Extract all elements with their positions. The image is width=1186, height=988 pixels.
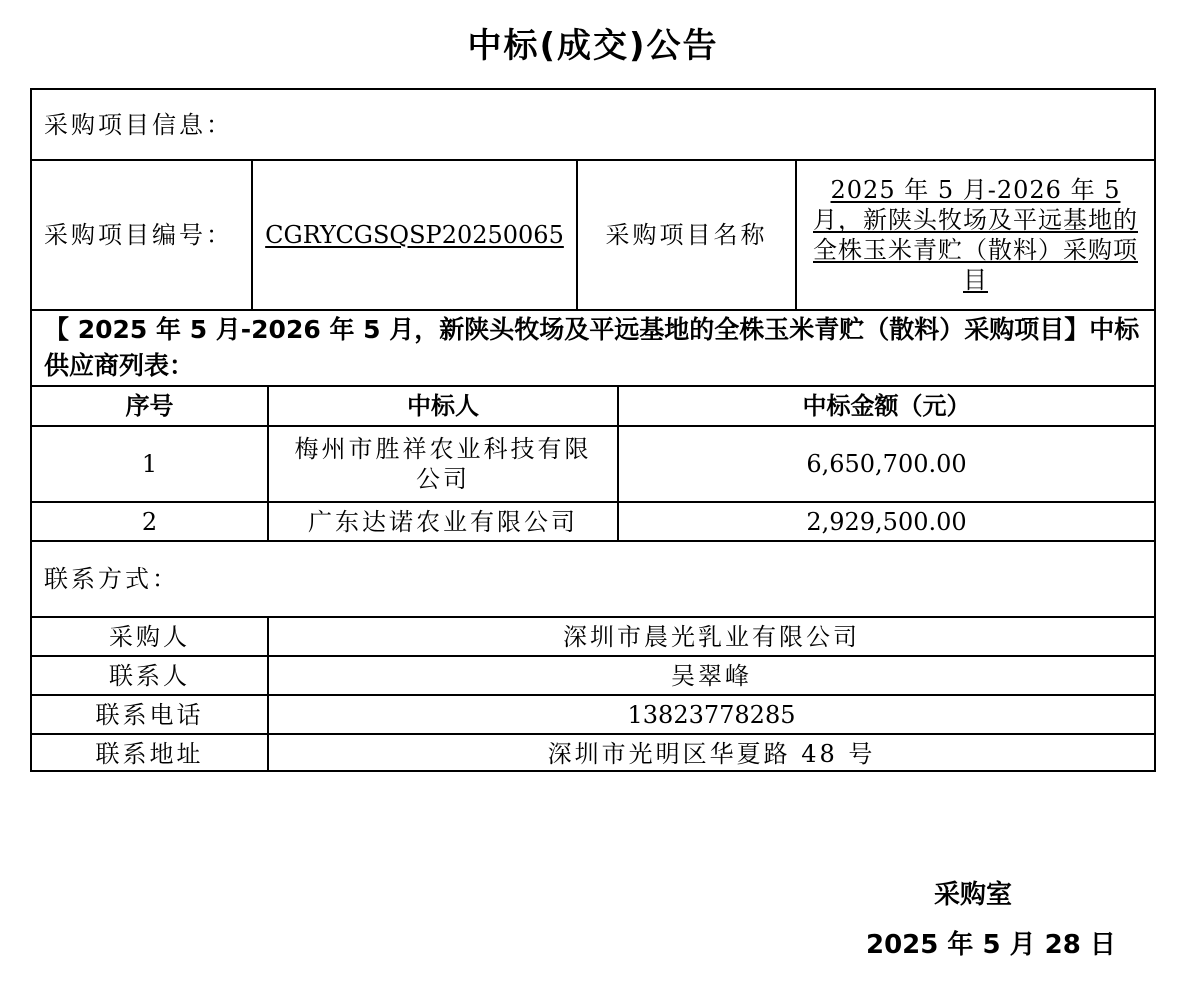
winner-row-2-amount: 2,929,500.00: [806, 507, 967, 536]
winner-row-1-amount: 6,650,700.00: [806, 450, 967, 478]
winner-row-1-name: 梅州市胜祥农业科技有限公司: [294, 435, 592, 493]
announcement-table: [30, 88, 1156, 772]
project-name-label: 采购项目名称: [605, 221, 768, 249]
footer-date: 2025 年 5 月 28 日: [866, 930, 1116, 960]
project-name-value: [797, 161, 1154, 309]
column-header-amount: 中标金额（元）: [802, 392, 971, 420]
column-header-winner: 中标人: [407, 392, 479, 420]
project-name-text: 2025 年 5 月-2026 年 5 月，新陕头牧场及平远基地的全株玉米青贮（散料）采购项目: [813, 176, 1138, 294]
footer-org: 采购室: [934, 880, 1013, 910]
contact-label: 联系方式：: [44, 565, 179, 593]
contact-person-value: 吴翠峰: [671, 661, 752, 690]
contact-address-value: 深圳市光明区华夏路 48 号: [547, 739, 876, 768]
project-info-label: 采购项目信息：: [44, 110, 233, 139]
page-title: 中标(成交)公告: [467, 26, 719, 66]
winner-row-1-no: 1: [141, 450, 158, 478]
winner-row-2-no: 2: [141, 507, 158, 536]
contact-buyer-label: 采购人: [109, 622, 190, 651]
contact-phone-value: 13823778285: [627, 700, 796, 729]
project-number-value: [253, 161, 576, 309]
column-header-no: 序号: [125, 392, 174, 420]
contact-address-label: 联系地址: [95, 739, 204, 768]
contact-phone-label: 联系电话: [95, 700, 204, 729]
project-number-text: CGRYCGSQSP20250065: [265, 221, 564, 249]
contact-person-label: 联系人: [109, 661, 190, 690]
winners-heading: 【 2025 年 5 月-2026 年 5 月，新陕头牧场及平远基地的全株玉米青贮（散料）采购项目】中标供应商列表：: [44, 314, 1140, 380]
contact-buyer-value: 深圳市晨光乳业有限公司: [563, 622, 860, 651]
project-number-label: 采购项目编号：: [44, 221, 233, 249]
winner-row-2-name: 广东达诺农业有限公司: [308, 507, 578, 536]
